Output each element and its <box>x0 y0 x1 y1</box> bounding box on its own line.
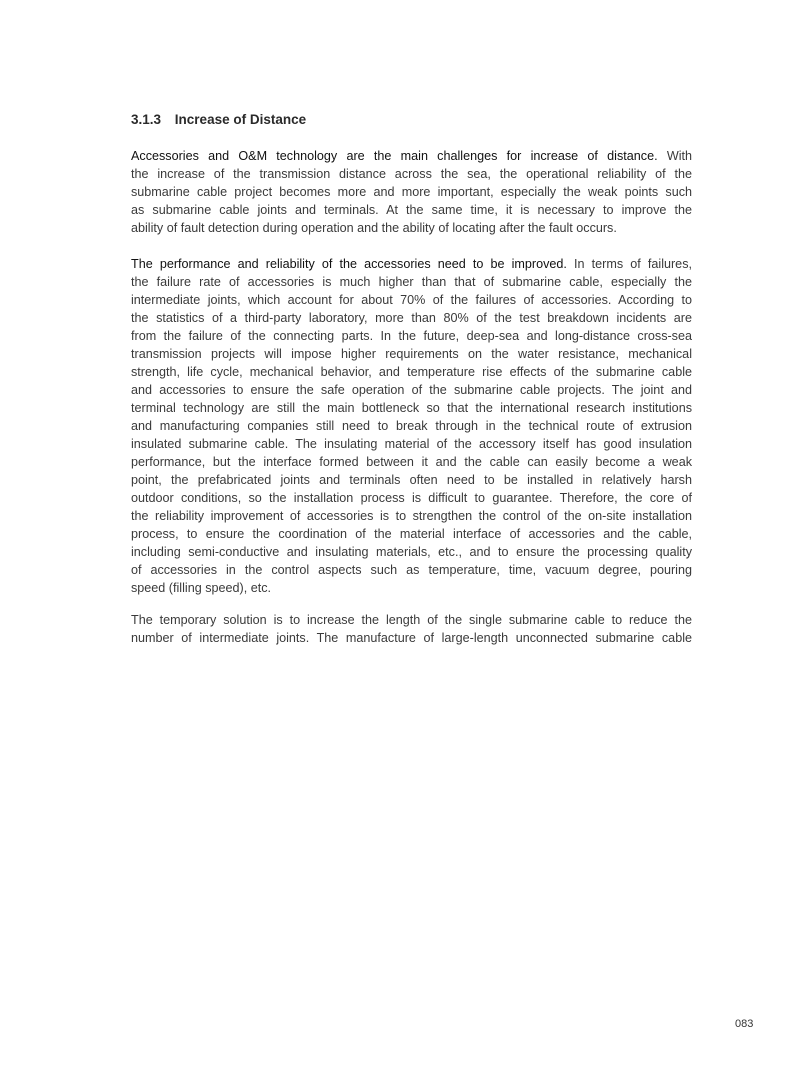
line-text: strength, life cycle, mechanical behavior, and temperature rise effects of the submarine cable <box>131 365 692 379</box>
line-text: transmission projects will impose higher requirements on the water resistance, mechanical <box>131 347 692 361</box>
first-line-rest: The temporary solution is to increase the length of the single submarine cable to reduce the <box>131 613 692 627</box>
line-text: submarine cable project becomes more and more important, especially the weak points such <box>131 185 692 199</box>
text-line <box>131 183 692 201</box>
text-line <box>131 291 692 309</box>
line-text <box>131 147 692 165</box>
text-line <box>131 489 692 507</box>
paragraph-1 <box>131 147 692 237</box>
line-text: the reliability improvement of accessories is to strengthen the control of the on-site installation <box>131 509 692 523</box>
line-text: performance, but the interface formed between it and the cable can easily become a weak <box>131 455 692 469</box>
text-line <box>131 543 692 561</box>
text-line <box>131 327 692 345</box>
text-line <box>131 611 692 629</box>
line-text <box>131 255 692 273</box>
section-heading <box>131 112 306 127</box>
paragraph-3 <box>131 611 692 647</box>
section-title: Increase of Distance <box>174 112 307 127</box>
line-text: process, to ensure the coordination of the material interface of accessories and the cable, <box>131 527 692 541</box>
line-text: speed (filling speed), etc. <box>131 581 272 595</box>
text-line <box>131 471 692 489</box>
text-line <box>131 453 692 471</box>
line-text: the failure rate of accessories is much higher than that of submarine cable, especially the <box>131 275 692 289</box>
text-line <box>131 399 692 417</box>
text-line <box>131 219 692 237</box>
line-text <box>131 611 692 629</box>
line-text: the increase of the transmission distance across the sea, the operational reliability of the <box>131 167 692 181</box>
line-text: number of intermediate joints. The manufacture of large-length unconnected submarine cable <box>131 631 692 645</box>
text-line <box>131 417 692 435</box>
text-line <box>131 579 692 597</box>
text-line <box>131 363 692 381</box>
line-text: including semi-conductive and insulating materials, etc., and to ensure the processing quality <box>131 545 692 559</box>
text-line <box>131 201 692 219</box>
first-line-rest: In terms of failures, <box>566 257 692 271</box>
lead-sentence: The performance and reliability of the accessories need to be improved. <box>131 257 567 271</box>
text-line <box>131 345 692 363</box>
line-text: as submarine cable joints and terminals. At the same time, it is necessary to improve the <box>131 203 692 217</box>
text-line <box>131 147 692 165</box>
text-line <box>131 381 692 399</box>
text-line <box>131 273 692 291</box>
text-line <box>131 435 692 453</box>
text-line <box>131 507 692 525</box>
line-text: ability of fault detection during operation and the ability of locating after the fault occurs. <box>131 221 617 235</box>
line-text: the statistics of a third-party laboratory, more than 80% of the test breakdown incidents are <box>131 311 692 325</box>
line-text: insulated submarine cable. The insulating material of the accessory itself has good insulation <box>131 437 692 451</box>
line-text: and manufacturing companies still need to break through in the technical route of extrusion <box>131 419 692 433</box>
first-line-rest: With <box>657 149 693 163</box>
section-number: 3.1.3 <box>131 112 162 127</box>
text-line <box>131 525 692 543</box>
text-line <box>131 309 692 327</box>
text-line <box>131 629 692 647</box>
page-number: 083 <box>735 1018 754 1030</box>
line-text: terminal technology are still the main bottleneck so that the international research institutions <box>131 401 692 415</box>
text-line <box>131 561 692 579</box>
line-text: intermediate joints, which account for about 70% of the failures of accessories. According to <box>131 293 692 307</box>
lead-sentence: Accessories and O&M technology are the main challenges for increase of distance. <box>131 149 658 163</box>
line-text: point, the prefabricated joints and terminals often need to be installed in relatively harsh <box>131 473 692 487</box>
text-line <box>131 165 692 183</box>
line-text: of accessories in the control aspects such as temperature, time, vacuum degree, pouring <box>131 563 692 577</box>
paragraph-2 <box>131 255 692 597</box>
line-text: and accessories to ensure the safe operation of the submarine cable projects. The joint and <box>131 383 692 397</box>
line-text: from the failure of the connecting parts. In the future, deep-sea and long-distance cross-sea <box>131 329 692 343</box>
text-line <box>131 255 692 273</box>
line-text: outdoor conditions, so the installation process is difficult to guarantee. Therefore, the core of <box>131 491 692 505</box>
